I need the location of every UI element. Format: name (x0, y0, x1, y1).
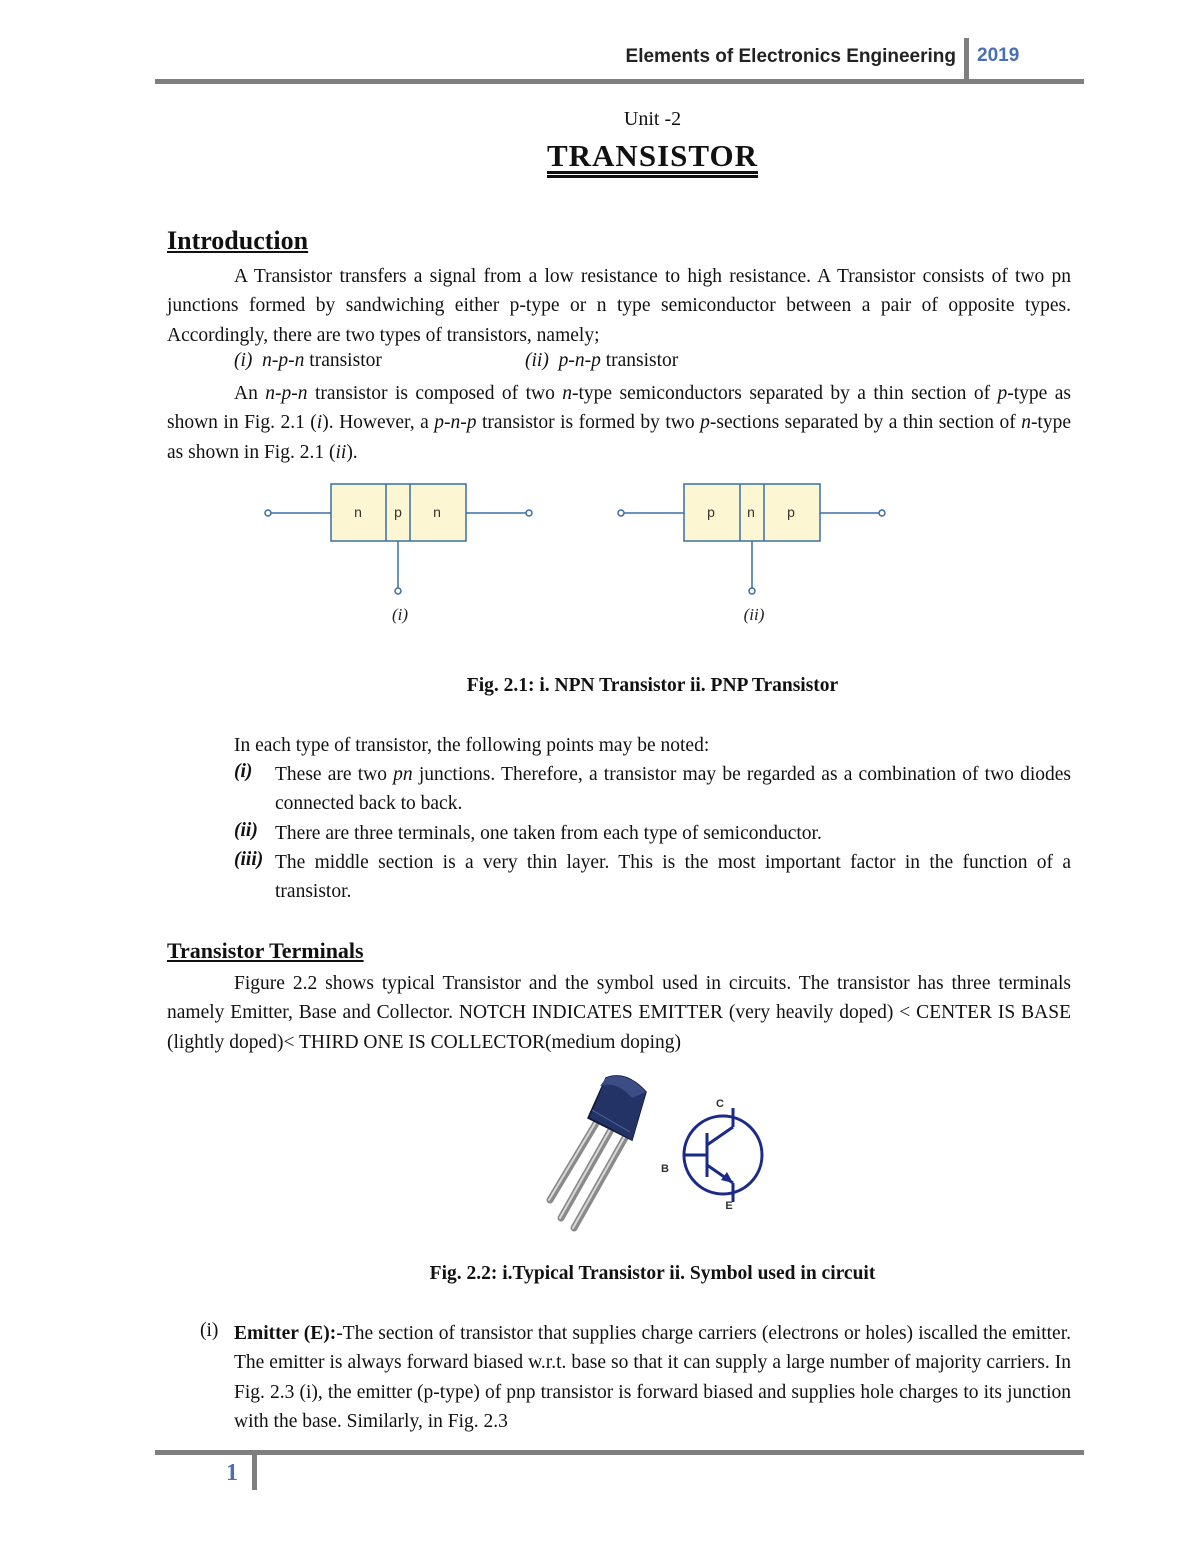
emitter-number: (i) (200, 1320, 219, 1341)
fig-label-i: (i) (391, 605, 409, 624)
footer-rule (155, 1450, 1084, 1455)
typical-transistor-image (549, 1076, 646, 1228)
figure-2-2-caption: Fig. 2.2: i.Typical Transistor ii. Symbol used in circuit (429, 1263, 876, 1284)
unit-label: Unit -2 (623, 108, 682, 130)
page-number: 1 (226, 1460, 238, 1486)
introduction-heading: Introduction (167, 226, 309, 255)
terminals-heading: Transistor Terminals (167, 938, 364, 963)
point-2-number: (ii) (234, 820, 258, 841)
pnp-p2-label: p (787, 504, 795, 520)
base-label: B (661, 1163, 669, 1175)
npn-pnp-paragraph: An n-p-n transistor is composed of two n-type semiconductors separated by a thin section of p-type as shown in Fig. 2.1 (i). However, a p-n-p transistor is formed by two p-sections separated by a thin section of n-type as shown in Fig. 2.1 (ii). (167, 383, 1072, 463)
pnp-p1-label: p (707, 504, 715, 520)
point-1-text: These are two pn junctions. Therefore, a transistor may be regarded as a combination of two diodes connected back to back. (275, 764, 1071, 815)
type-pnp: (ii) p-n-p transistor (525, 350, 679, 371)
page-title: TRANSISTOR (546, 138, 758, 173)
terminals-paragraph: Figure 2.2 shows typical Transistor and the symbol used in circuits. The transistor has three terminals namely Emitter, Base and Collector. NOTCH INDICATES EMITTER (very heavily doped) < CENTER IS BASE (lightly doped)< THIRD ONE IS COLLECTOR(medium doping) (167, 973, 1071, 1053)
emitter-paragraph: Emitter (E):-The section of transistor that supplies charge carriers (electrons or holes) iscalled the emitter. The emitter is always forward biased w.r.t. base so that it can supply a large number of majority carriers. In Fig. 2.3 (i), the emitter (p-type) of pnp transistor is forward biased and supplies hole charges to its junction with the base. Similarly, in Fig. 2.3 (234, 1323, 1071, 1432)
emitter-label: E (725, 1200, 733, 1212)
points-intro: In each type of transistor, the following points may be noted: (234, 735, 710, 756)
npn-p-label: p (394, 504, 402, 520)
point-3-number: (iii) (234, 849, 264, 870)
running-header-year: 2019 (977, 45, 1020, 66)
pnp-n-label: n (747, 504, 755, 520)
footer-separator (252, 1455, 257, 1490)
point-2-text: There are three terminals, one taken from each type of semiconductor. (275, 823, 822, 844)
point-1-number: (i) (234, 761, 253, 782)
transistor-symbol (683, 1108, 762, 1202)
fig-label-ii: (ii) (743, 605, 765, 624)
npn-n1-label: n (354, 504, 362, 520)
running-header-title: Elements of Electronics Engineering (625, 46, 956, 67)
type-npn: (i) n-p-n transistor (234, 350, 382, 371)
point-3-text: The middle section is a very thin layer. This is the most important factor in the function of a transistor. (275, 852, 1071, 903)
figure-2-1-caption: Fig. 2.1: i. NPN Transistor ii. PNP Transistor (466, 675, 839, 696)
intro-paragraph: A Transistor transfers a signal from a low resistance to high resistance. A Transistor consists of two pn junctions formed by sandwiching either p-type or n type semiconductor between a pair of opposite types. Accordingly, there are two types of transistors, namely; (167, 266, 1071, 346)
collector-label: C (716, 1098, 724, 1110)
npn-n2-label: n (433, 504, 441, 520)
